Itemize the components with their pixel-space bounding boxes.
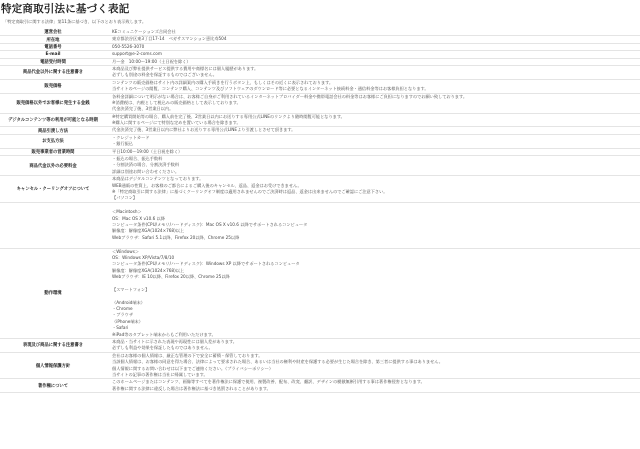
value-line: （iPhone端末） bbox=[112, 318, 143, 324]
info-row bbox=[0, 51, 640, 58]
value-line: 解像度：解像度XGA(1024×768)以上 bbox=[112, 267, 185, 273]
value-line: ※iPad等のタブレット端末からもご利用いただけます。 bbox=[112, 331, 216, 337]
row-value bbox=[108, 36, 640, 43]
info-row bbox=[0, 93, 640, 113]
row-value bbox=[108, 176, 640, 203]
value-line: 著作権に関する法律に違反した場合は著作権法に基づき処罰されることがあります。 bbox=[112, 385, 271, 391]
info-row bbox=[0, 379, 640, 393]
info-row bbox=[0, 176, 640, 203]
value-line: ※特定購買開始等の場合、購入前を完了後、2営業日以内にお送りする専用公式LINEのリンクより随時閲覧可能となります。 bbox=[112, 113, 345, 119]
info-row bbox=[0, 134, 640, 148]
value-line: 代金決済完了後、3営業日以内に弊社よりお送りする専用公式LINEより引渡しとさせて頂きます。 bbox=[112, 127, 296, 133]
value-line: 月〜金 10:00〜19:00（土日祝を除く） bbox=[112, 58, 191, 64]
value-line: 個人情報に関するお問い合わせは以下までご連絡ください。（プライバシーポリシー） bbox=[112, 365, 274, 371]
value-line: コンテンツの販売価格はサイト内の詳細案内の購入手続きを行うボタン上、もしくはその近くに表示されております。 bbox=[112, 79, 334, 85]
row-label: 電話受付時間 bbox=[0, 58, 108, 65]
info-row bbox=[0, 338, 640, 352]
row-value bbox=[108, 113, 640, 127]
value-line: ・Safari bbox=[112, 325, 129, 331]
value-line: ※「特定商取引に関する法律」に基づくクーリングオフ制度は適用されませんのでご決済時は返品、返金は出来ませんのでご確認にご注意下さい。 bbox=[112, 188, 388, 194]
value-line: ※消費税は、内税として税込みの販売価格として表示しております。 bbox=[112, 99, 241, 105]
value-line: 各料金詳細について明示がない場合は、お客様ご自身がご利用されているインターネットプロバイダー料金や携帯電話会社の料金等はお客様にご負担になりますのでお願い致しております。 bbox=[112, 93, 468, 99]
info-row bbox=[0, 127, 640, 134]
row-label: 電話番号 bbox=[0, 43, 108, 50]
row-value bbox=[108, 248, 640, 338]
info-row bbox=[0, 36, 640, 43]
info-row bbox=[0, 43, 640, 50]
value-line: （Android端末） bbox=[112, 299, 145, 305]
value-line: ・Chrome bbox=[112, 306, 133, 312]
value-line: 必ずしも別途の料金を保証するものではございません。 bbox=[112, 72, 217, 78]
legal-info-table bbox=[0, 29, 640, 393]
value-line: OS：Mac OS X v10.6 以降 bbox=[112, 215, 165, 221]
value-line: 平日10:00〜19:00（土日祝を除く） bbox=[112, 148, 183, 154]
value-line: 必ずしも利益や効果を保証したものではありません。 bbox=[112, 345, 213, 351]
info-row bbox=[0, 29, 640, 36]
row-value bbox=[108, 93, 640, 113]
value-line: ・銀行振込 bbox=[112, 141, 133, 147]
row-value bbox=[108, 379, 640, 393]
row-value bbox=[108, 51, 640, 58]
value-line: 【スマートフォン】 bbox=[112, 286, 150, 292]
value-line bbox=[112, 241, 640, 247]
value-line: 当該個人情報は、お客様の同意を得た場合、法律によって要求された場合、あるいは当社の権利や財産を保護する必要が生じた場合を除き、第三者に提供する事はありません。 bbox=[112, 359, 443, 365]
value-line: コンピュータ条件(CPU/メモリ/ハードディスク)：Windows XP 以降でサポートされるコンピュータ bbox=[112, 261, 300, 267]
intro-text: 「特定商取引に関する法律」第11条に基づき、以下のとおり表示致します。 bbox=[3, 19, 147, 24]
row-value bbox=[108, 58, 640, 65]
value-line: 当サイトの記事の著作権は当社に帰属しています。 bbox=[112, 371, 208, 377]
info-row bbox=[0, 202, 640, 248]
value-line: このホームページまたはコンテンツ、画像等すべてを著作権法に保護で使用、複製改善、配布、改変、翻訳、デザインの模倣無断引用する事は著作権侵害となります。 bbox=[112, 379, 425, 385]
row-value bbox=[108, 134, 640, 148]
row-label: キャンセル・クーリングオフについて bbox=[0, 176, 108, 203]
value-line: ・分割決済の場合、分割決済手数料 bbox=[112, 162, 180, 168]
page-title: 特定商取引法に基づく表記 bbox=[1, 3, 130, 15]
row-label: E-mail bbox=[0, 51, 108, 58]
value-line: Webブラウザ：Safari 5.1以降、Firefox 20以降、Chrome 25以降 bbox=[112, 234, 240, 240]
row-label: 販売価格以外でお客様に発生する金銭 bbox=[0, 93, 108, 113]
row-label bbox=[0, 202, 108, 248]
value-line: support@e-2-coms.com bbox=[112, 51, 162, 57]
value-line: Webブラウザ：IE 10以降、Firefox 20以降、Chrome 25以降 bbox=[112, 274, 230, 280]
value-line: ＜Macintosh＞ bbox=[112, 209, 142, 215]
value-line: ※購入に関するページにて特別な定めを置いている場合を除きます。 bbox=[112, 120, 241, 126]
value-line: OS：Windows XP/Vista/7/8/10 bbox=[112, 254, 175, 260]
value-line: 本商品及び弊社提供サービス提供する費用や商標名には個人履歴があります。 bbox=[112, 65, 259, 71]
value-line: コンピュータ条件(CPU/メモリ/ハードディスク)：Mac OS X v10.6 以降でサポートされるコンピュータ bbox=[112, 221, 308, 227]
row-label: デジタルコンテンツ等の利用が可能となる時期 bbox=[0, 113, 108, 127]
value-line: ・ブラウザ bbox=[112, 312, 133, 318]
row-value bbox=[108, 43, 640, 50]
row-label: 所在地 bbox=[0, 36, 108, 43]
row-label: 商品代金以外に関する注意書き bbox=[0, 65, 108, 79]
row-label: 動作環境 bbox=[0, 248, 108, 338]
value-line: 【パソコン】 bbox=[112, 195, 138, 201]
value-line: 当サイトのページの閲覧、コンテンツ購入、コンテンツ及びソフトウェアのダウンロード等に必要となるインターネット接続料金・通信料金等はお客様負担となります。 bbox=[112, 86, 429, 92]
info-row bbox=[0, 248, 640, 338]
info-row bbox=[0, 156, 640, 176]
value-line: 050-5526-3070 bbox=[112, 43, 145, 49]
info-row bbox=[0, 113, 640, 127]
info-row bbox=[0, 148, 640, 155]
row-label: 商品引渡し方法 bbox=[0, 127, 108, 134]
row-value bbox=[108, 202, 640, 248]
info-row bbox=[0, 352, 640, 379]
row-value bbox=[108, 79, 640, 93]
value-line: 東京都渋谷区東3丁目17-14 ベガサスマンション恵比寿504 bbox=[112, 36, 227, 42]
row-value bbox=[108, 127, 640, 134]
value-line: 詳細は別途お問い合わせください。 bbox=[112, 168, 180, 174]
value-line: 本商品・当サイトに示された表現や再現性には個人差があります。 bbox=[112, 338, 237, 344]
row-value bbox=[108, 65, 640, 79]
row-value bbox=[108, 148, 640, 155]
row-value bbox=[108, 156, 640, 176]
info-row bbox=[0, 65, 640, 79]
info-row bbox=[0, 58, 640, 65]
row-label: 表現及び商品に関する注意書き bbox=[0, 338, 108, 352]
row-label: 販売事業者の営業時間 bbox=[0, 148, 108, 155]
row-label: 商品代金以外の必要料金 bbox=[0, 156, 108, 176]
value-line: ・振込の場合、振込手数料 bbox=[112, 156, 163, 162]
info-row bbox=[0, 79, 640, 93]
value-line: WEB通販の性質上、お客様のご都合によるご購入後のキャンセル、返品、返金はお受けできません。 bbox=[112, 182, 302, 188]
row-label: お支払方法 bbox=[0, 134, 108, 148]
value-line: ＜Windows＞ bbox=[112, 248, 140, 254]
value-line: 代金決済完了後、3営業日以内。 bbox=[112, 106, 174, 112]
value-line: 本商品はデジタルコンテンツとなっております。 bbox=[112, 176, 204, 182]
value-line: 会社はお客様の個人情報は、厳正な管理の下で安全に蓄積・保管しております。 bbox=[112, 352, 263, 358]
row-value bbox=[108, 338, 640, 352]
value-line: 解像度：解像度XGA(1024×768)以上 bbox=[112, 228, 185, 234]
row-value bbox=[108, 352, 640, 379]
value-line: ・クレジットカード bbox=[112, 134, 150, 140]
row-value bbox=[108, 29, 640, 36]
row-label: 販売価格 bbox=[0, 79, 108, 93]
value-line: KEコミュニケーションズ合同会社 bbox=[112, 29, 176, 34]
row-label: 運営会社 bbox=[0, 29, 108, 36]
row-label: 著作権について bbox=[0, 379, 108, 393]
row-label: 個人情報保護方針 bbox=[0, 352, 108, 379]
